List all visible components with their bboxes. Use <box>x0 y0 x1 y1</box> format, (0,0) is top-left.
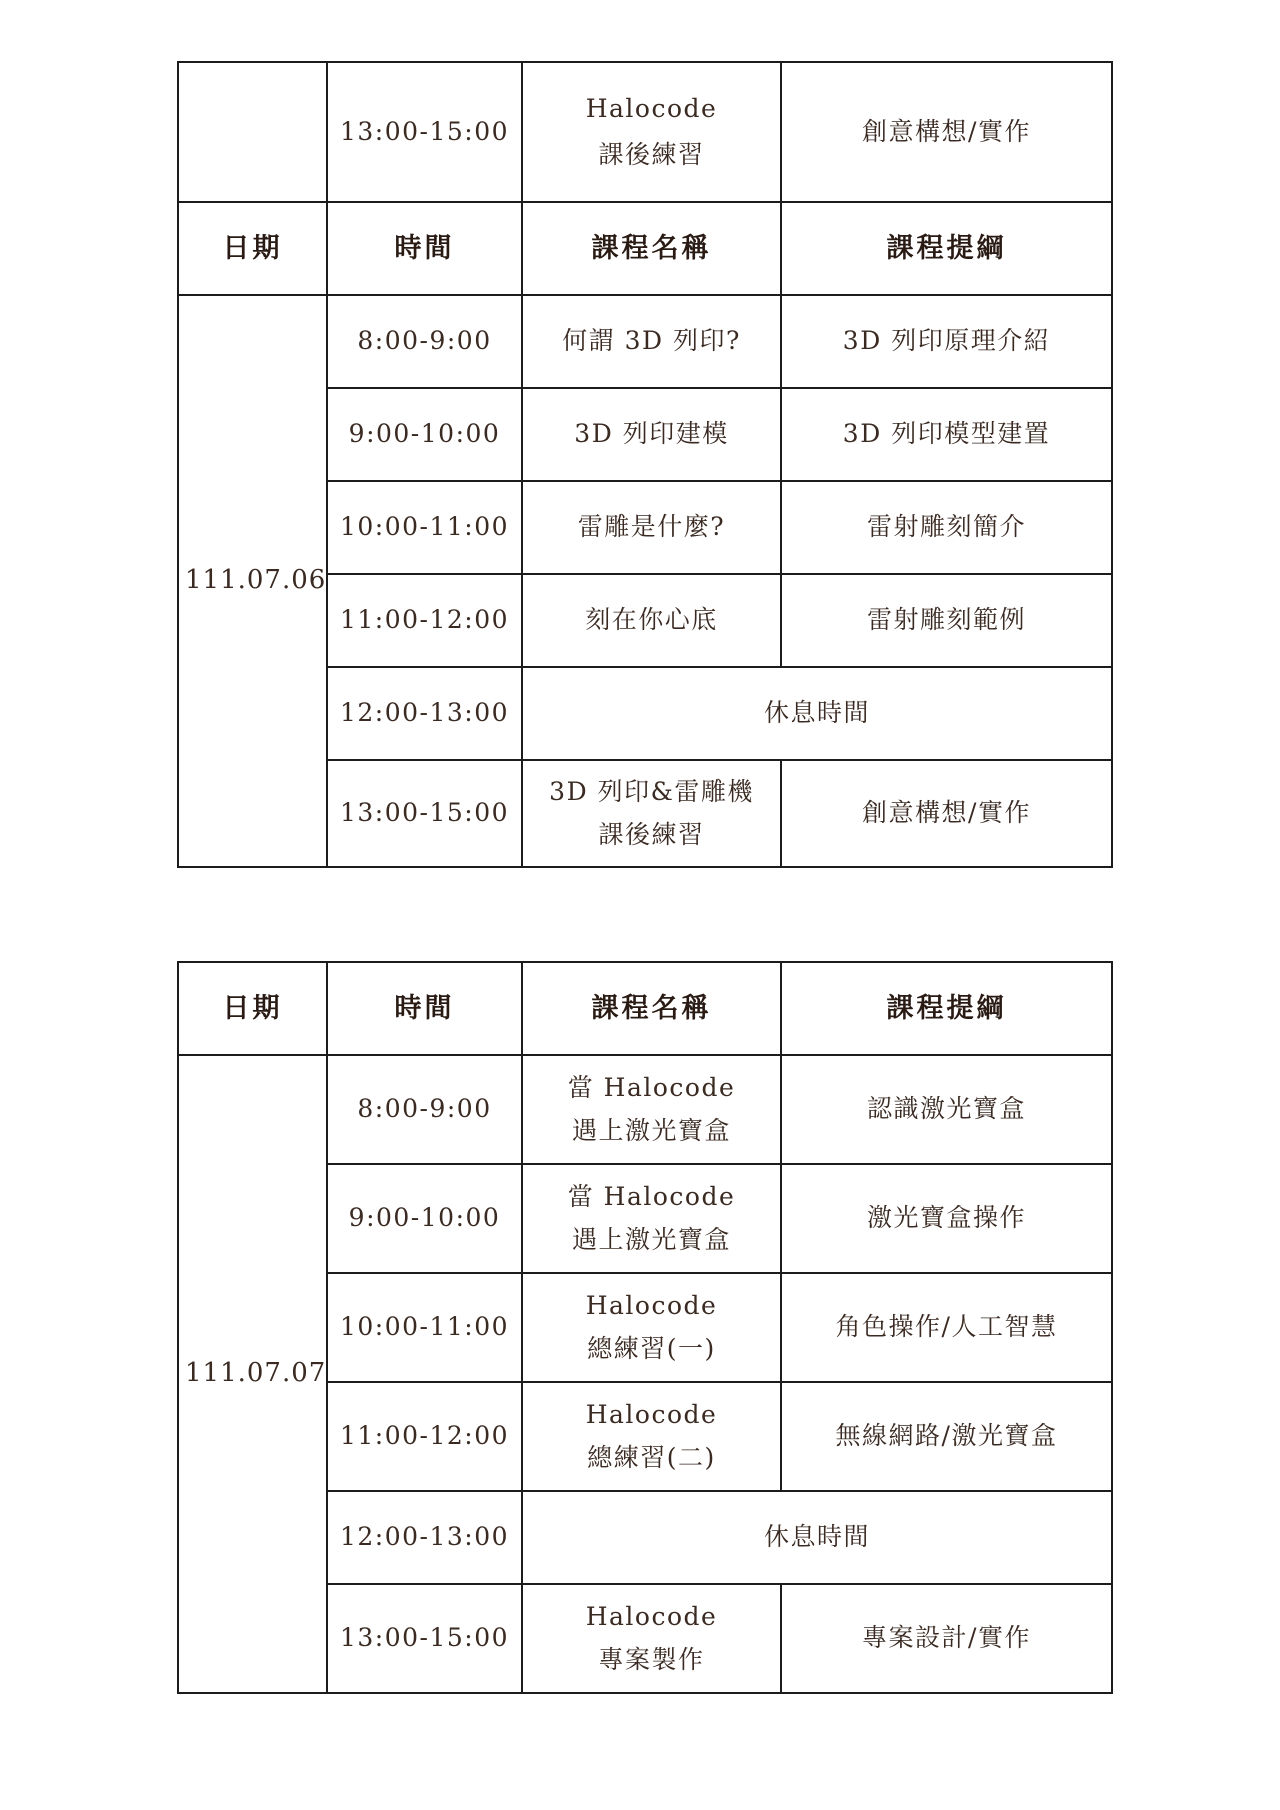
outline-cell: 認識激光寶盒 <box>781 1055 1112 1164</box>
course-line: 課後練習 <box>598 140 705 169</box>
outline-cell: 無線網路/激光寶盒 <box>781 1382 1112 1491</box>
course-line: 3D 列印&雷雕機 <box>549 777 754 806</box>
time-cell: 13:00-15:00 <box>327 760 522 867</box>
time-cell: 10:00-11:00 <box>327 481 522 574</box>
header-outline: 課程提綱 <box>781 202 1112 295</box>
outline-cell: 專案設計/實作 <box>781 1584 1112 1693</box>
course-line: 總練習(一) <box>587 1333 716 1363</box>
course-cell <box>522 1382 781 1491</box>
outline-cell: 創意構想/實作 <box>781 760 1112 867</box>
header-date: 日期 <box>178 202 327 295</box>
time-cell: 12:00-13:00 <box>327 1491 522 1584</box>
course-cell <box>522 1273 781 1382</box>
outline-cell: 3D 列印原理介紹 <box>781 295 1112 388</box>
schedule-table-0706 <box>177 61 1113 868</box>
course-cell <box>522 1055 781 1164</box>
date-cell: 111.07.06 <box>178 295 327 867</box>
course-line: 課後練習 <box>598 819 705 849</box>
header-course: 課程名稱 <box>522 202 781 295</box>
header-course: 課程名稱 <box>522 962 781 1055</box>
break-cell: 休息時間 <box>522 1491 1112 1584</box>
course-line: 當 Halocode <box>567 1182 736 1211</box>
course-cell: 刻在你心底 <box>522 574 781 667</box>
time-cell: 8:00-9:00 <box>327 295 522 388</box>
table-row <box>178 295 1112 388</box>
time-cell: 13:00-15:00 <box>327 62 522 202</box>
time-cell: 12:00-13:00 <box>327 667 522 760</box>
date-cell: 111.07.07 <box>178 1055 327 1693</box>
header-row <box>178 202 1112 295</box>
time-cell: 9:00-10:00 <box>327 388 522 481</box>
header-date: 日期 <box>178 962 327 1055</box>
course-line: Halocode <box>585 1291 718 1320</box>
course-line: Halocode <box>585 1400 718 1429</box>
table-row <box>178 1055 1112 1164</box>
course-line: 遇上激光寶盒 <box>571 1115 731 1145</box>
course-line: 總練習(二) <box>587 1442 716 1472</box>
outline-cell: 角色操作/人工智慧 <box>781 1273 1112 1382</box>
course-line: Halocode <box>585 1602 718 1631</box>
header-time: 時間 <box>327 962 522 1055</box>
course-cell <box>522 760 781 867</box>
outline-cell: 3D 列印模型建置 <box>781 388 1112 481</box>
time-cell: 8:00-9:00 <box>327 1055 522 1164</box>
outline-cell: 激光寶盒操作 <box>781 1164 1112 1273</box>
outline-cell: 雷射雕刻簡介 <box>781 481 1112 574</box>
course-cell <box>522 1164 781 1273</box>
header-outline: 課程提綱 <box>781 962 1112 1055</box>
time-cell: 13:00-15:00 <box>327 1584 522 1693</box>
outline-cell: 雷射雕刻範例 <box>781 574 1112 667</box>
course-cell: 3D 列印建模 <box>522 388 781 481</box>
time-cell: 11:00-12:00 <box>327 574 522 667</box>
time-cell: 9:00-10:00 <box>327 1164 522 1273</box>
schedule-table-0707 <box>177 961 1113 1694</box>
course-cell <box>522 62 781 202</box>
date-cell-empty <box>178 62 327 202</box>
header-row <box>178 962 1112 1055</box>
time-cell: 10:00-11:00 <box>327 1273 522 1382</box>
course-line: 專案製作 <box>598 1644 705 1674</box>
course-cell: 雷雕是什麼? <box>522 481 781 574</box>
course-line: 遇上激光寶盒 <box>571 1224 731 1254</box>
table-row <box>178 62 1112 202</box>
course-line: 當 Halocode <box>567 1073 736 1102</box>
outline-cell: 創意構想/實作 <box>781 62 1112 202</box>
course-line: Halocode <box>585 93 718 123</box>
course-cell <box>522 1584 781 1693</box>
break-cell: 休息時間 <box>522 667 1112 760</box>
header-time: 時間 <box>327 202 522 295</box>
time-cell: 11:00-12:00 <box>327 1382 522 1491</box>
course-cell: 何謂 3D 列印? <box>522 295 781 388</box>
